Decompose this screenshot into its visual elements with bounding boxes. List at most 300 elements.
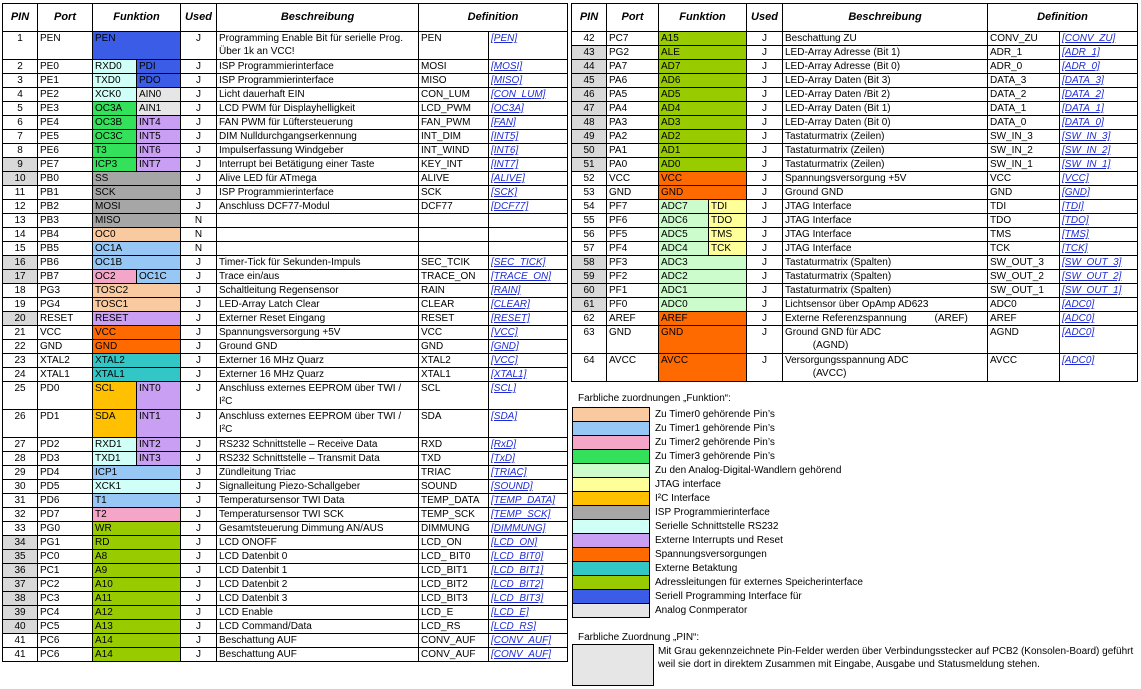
pin-number: 15 [3,242,38,256]
table-row [572,312,1138,326]
definition-name: ADC0 [988,298,1060,312]
description-cell: LED-Array Adresse (Bit 0) [783,60,988,74]
used-flag: J [181,200,217,214]
table-row [3,284,568,298]
legend-label: JTAG interface [655,478,721,490]
definition-link[interactable]: [DATA_0] [1060,116,1138,130]
legend-label: Adressleitungen für externes Speicherinterface [655,576,863,588]
legend-label: Zu Timer0 gehörende Pin’s [655,408,775,420]
port-cell: PA0 [607,158,659,172]
definition-name: TDO [988,214,1060,228]
legend-label: Serielle Schnittstelle RS232 [655,520,779,532]
definition-link[interactable]: [XTAL1] [489,368,568,382]
funktion-primary: OC0 [93,228,181,242]
definition-name: SCL [419,382,489,410]
used-flag: J [181,452,217,466]
funktion-primary: TOSC1 [93,298,181,312]
funktion-primary: A14 [93,648,181,662]
table-row [3,564,568,578]
pin-number: 44 [572,60,607,74]
used-flag: J [747,172,783,186]
table-row [572,116,1138,130]
port-cell: PD0 [38,382,93,410]
funktion-secondary: AIN0 [137,88,181,102]
definition-link[interactable]: [SW_OUT_1] [1060,284,1138,298]
table-row [3,130,568,144]
port-cell: PB7 [38,270,93,284]
definition-link[interactable]: [TMS] [1060,228,1138,242]
legend-item [573,478,866,492]
used-flag: J [747,200,783,214]
used-flag: J [181,494,217,508]
legend-swatch [573,506,650,520]
definition-link[interactable]: [SW_OUT_2] [1060,270,1138,284]
pin-number: 58 [572,256,607,270]
funktion-primary: GND [93,340,181,354]
table-row [3,326,568,340]
used-flag: J [747,312,783,326]
port-cell: XTAL2 [38,354,93,368]
description-cell: Gesamtsteuerung Dimmung AN/AUS [217,522,419,536]
legend-item [573,492,866,506]
pin-number: 47 [572,102,607,116]
definition-link[interactable]: [TEMP_DATA] [489,494,568,508]
definition-name: SCK [419,186,489,200]
pin-number: 5 [3,102,38,116]
definition-link[interactable]: [LCD_BIT3] [489,592,568,606]
definition-link[interactable]: [VCC] [489,354,568,368]
definition-link[interactable]: [ADC0] [1060,354,1138,382]
port-cell: PEN [38,32,93,60]
funktion-primary: ADC0 [659,298,747,312]
description-cell: Tastaturmatrix (Zeilen) [783,144,988,158]
funktion-secondary: INT1 [137,410,181,438]
used-flag: J [181,74,217,88]
definition-name: RESET [419,312,489,326]
funktion-secondary: INT7 [137,158,181,172]
definition-link[interactable]: [FAN] [489,116,568,130]
definition-name: VCC [419,326,489,340]
definition-link[interactable]: [CONV_ZU] [1060,32,1138,46]
definition-link[interactable]: [SW_IN_3] [1060,130,1138,144]
pin-number: 56 [572,228,607,242]
table-row [3,410,568,438]
definition-name: RAIN [419,284,489,298]
definition-link[interactable]: [LCD_BIT2] [489,578,568,592]
description-cell: LED-Array Daten /Bit 2) [783,88,988,102]
legend-item [573,548,866,562]
used-flag: J [747,256,783,270]
legend-label: Spannungsversorgungen [655,548,767,560]
definition-name: TDI [988,200,1060,214]
definition-link[interactable]: [DCF77] [489,200,568,214]
legend-swatch [573,478,650,492]
used-flag: J [181,130,217,144]
definition-link[interactable]: [OC3A] [489,102,568,116]
definition-link[interactable]: [ADR_1] [1060,46,1138,60]
definition-link[interactable] [489,214,568,228]
funktion-primary: SS [93,172,181,186]
port-cell: AREF [607,312,659,326]
legend-swatch [573,590,650,604]
legend-item [573,436,866,450]
definition-link[interactable]: [INT7] [489,158,568,172]
port-cell: PF0 [607,298,659,312]
definition-name: SW_OUT_2 [988,270,1060,284]
port-cell: VCC [607,172,659,186]
funktion-primary: AVCC [659,354,747,382]
definition-link[interactable]: [LCD_RS] [489,620,568,634]
header-beschreibung: Beschreibung [783,4,988,32]
description-cell: RS232 Schnittstelle – Transmit Data [217,452,419,466]
description-cell: Ground GND für ADC (AGND) [783,326,988,354]
funktion-primary: T1 [93,494,181,508]
header-port: Port [38,4,93,32]
used-flag: J [747,214,783,228]
used-flag: J [181,480,217,494]
used-flag: J [747,102,783,116]
funktion-primary: AD2 [659,130,747,144]
description-cell: JTAG Interface [783,200,988,214]
port-cell: PE6 [38,144,93,158]
definition-name: DIMMUNG [419,522,489,536]
definition-link[interactable]: [GND] [489,340,568,354]
description-cell: Programming Enable Bit für serielle Prog. Über 1k an VCC! [217,32,419,60]
description-cell: Tastaturmatrix (Zeilen) [783,158,988,172]
table-row [572,256,1138,270]
pin-number: 2 [3,60,38,74]
funktion-secondary: INT6 [137,144,181,158]
funktion-primary: AD1 [659,144,747,158]
definition-link[interactable]: [SEC_TICK] [489,256,568,270]
definition-link[interactable]: [DATA_1] [1060,102,1138,116]
definition-name [419,214,489,228]
port-cell: PG2 [607,46,659,60]
description-cell: Anschluss externes EEPROM über TWI / I²C [217,382,419,410]
pin-number: 40 [3,620,38,634]
funktion-secondary: PDO [137,74,181,88]
definition-name: SW_OUT_1 [988,284,1060,298]
used-flag: J [747,32,783,46]
definition-link[interactable]: [GND] [1060,186,1138,200]
table-row [3,228,568,242]
definition-link[interactable]: [SW_OUT_3] [1060,256,1138,270]
used-flag: J [181,60,217,74]
definition-name: AVCC [988,354,1060,382]
port-cell: PA7 [607,60,659,74]
funktion-primary: MOSI [93,200,181,214]
definition-name [419,228,489,242]
table-row [3,144,568,158]
used-flag: J [181,270,217,284]
definition-link[interactable]: [CLEAR] [489,298,568,312]
legend-label: ISP Programmierinterface [655,506,770,518]
legend-swatch [573,520,650,534]
definition-link[interactable]: [SCK] [489,186,568,200]
pin-number: 54 [572,200,607,214]
header-definition: Definition [988,4,1138,32]
used-flag: J [181,298,217,312]
definition-link[interactable]: [DATA_2] [1060,88,1138,102]
definition-link[interactable] [489,228,568,242]
description-cell: Temperatursensor TWI SCK [217,508,419,522]
table-row [3,158,568,172]
definition-name: LCD_BIT2 [419,578,489,592]
definition-link[interactable]: [RxD] [489,438,568,452]
used-flag: J [181,326,217,340]
definition-name: CONV_AUF [419,634,489,648]
definition-link[interactable]: [MISO] [489,74,568,88]
port-cell: PE2 [38,88,93,102]
port-cell: PB4 [38,228,93,242]
description-cell: Licht dauerhaft EIN [217,88,419,102]
description-cell [217,228,419,242]
pin-number: 22 [3,340,38,354]
funktion-primary: GND [659,186,747,200]
description-cell: Interrupt bei Betätigung einer Taste [217,158,419,172]
definition-link[interactable]: [SW_IN_1] [1060,158,1138,172]
definition-link[interactable]: [SDA] [489,410,568,438]
definition-link[interactable]: [LCD_ON] [489,536,568,550]
definition-link[interactable]: [CONV_AUF] [489,648,568,662]
table-row [572,200,1138,214]
legend-item [573,604,866,618]
definition-name: DATA_1 [988,102,1060,116]
table-row [3,298,568,312]
definition-name: MOSI [419,60,489,74]
table-row [572,130,1138,144]
used-flag: J [181,536,217,550]
definition-link[interactable]: [TDI] [1060,200,1138,214]
description-cell: LED-Array Daten (Bit 0) [783,116,988,130]
funktion-primary: SCK [93,186,181,200]
description-cell: Alive LED für ATmega [217,172,419,186]
port-cell: PC1 [38,564,93,578]
pin-number: 60 [572,284,607,298]
port-cell: RESET [38,312,93,326]
definition-link[interactable]: [ADC0] [1060,312,1138,326]
description-cell: Tastaturmatrix (Spalten) [783,270,988,284]
funktion-secondary: TCK [709,242,747,256]
definition-link[interactable]: [LCD_BIT1] [489,564,568,578]
port-cell: PD3 [38,452,93,466]
funktion-primary: ICP1 [93,466,181,480]
pin-number: 23 [3,354,38,368]
description-cell: LCD Datenbit 2 [217,578,419,592]
used-flag: J [747,242,783,256]
definition-link[interactable]: [INT6] [489,144,568,158]
port-cell: PA3 [607,116,659,130]
description-cell: Externe Referenzspannung (AREF) [783,312,988,326]
description-cell: Beschattung AUF [217,648,419,662]
definition-link[interactable]: [TRACE_ON] [489,270,568,284]
description-cell: Schaltleitung Regensensor [217,284,419,298]
definition-name: XTAL1 [419,368,489,382]
description-cell: JTAG Interface [783,242,988,256]
used-flag: J [181,158,217,172]
pin-number: 48 [572,116,607,130]
description-cell: Trace ein/aus [217,270,419,284]
description-cell: FAN PWM für Lüftersteuerung [217,116,419,130]
definition-link[interactable]: [CON_LUM] [489,88,568,102]
definition-link[interactable]: [TEMP_SCK] [489,508,568,522]
used-flag: J [181,382,217,410]
definition-name: DATA_0 [988,116,1060,130]
used-flag: J [747,270,783,284]
port-cell: XTAL1 [38,368,93,382]
port-cell: PG1 [38,536,93,550]
pin-number: 30 [3,480,38,494]
definition-link[interactable]: [ADC0] [1060,326,1138,354]
legend-label: Seriell Programming Interface für [655,590,802,602]
funktion-primary: XCK1 [93,480,181,494]
table-row [572,186,1138,200]
definition-link[interactable] [489,242,568,256]
description-cell: LCD Command/Data [217,620,419,634]
definition-link[interactable]: [RAIN] [489,284,568,298]
funktion-primary: ADC7 [659,200,709,214]
pin-number: 62 [572,312,607,326]
pin-number: 16 [3,256,38,270]
funktion-primary: ICP3 [93,158,137,172]
table-row [3,256,568,270]
port-cell: GND [38,340,93,354]
table-row [572,144,1138,158]
definition-name: TXD [419,452,489,466]
definition-link[interactable]: [PEN] [489,32,568,60]
definition-link[interactable]: [TDO] [1060,214,1138,228]
description-cell: JTAG Interface [783,228,988,242]
header-pin: PIN [3,4,38,32]
definition-name: INT_DIM [419,130,489,144]
table-row [572,354,1138,382]
port-cell: PE4 [38,116,93,130]
used-flag: J [181,368,217,382]
funktion-primary: XTAL2 [93,354,181,368]
used-flag: J [181,186,217,200]
legend-swatch [573,464,650,478]
used-flag: J [747,88,783,102]
definition-link[interactable]: [SW_IN_2] [1060,144,1138,158]
table-row [3,620,568,634]
used-flag: J [181,354,217,368]
definition-name: DCF77 [419,200,489,214]
used-flag: J [747,60,783,74]
definition-link[interactable]: [CONV_AUF] [489,634,568,648]
definition-name: TCK [988,242,1060,256]
description-cell: Impulserfassung Windgeber [217,144,419,158]
table-row [572,214,1138,228]
used-flag: J [181,172,217,186]
definition-link[interactable]: [DIMMUNG] [489,522,568,536]
funktion-primary: OC1B [93,256,181,270]
definition-link[interactable]: [LCD_BIT0] [489,550,568,564]
definition-link[interactable]: [SCL] [489,382,568,410]
used-flag: J [181,606,217,620]
definition-link[interactable]: [SOUND] [489,480,568,494]
pin-number: 38 [3,592,38,606]
definition-link[interactable]: [TxD] [489,452,568,466]
description-cell: Beschattung AUF [217,634,419,648]
definition-link[interactable]: [TRIAC] [489,466,568,480]
definition-name: LCD_E [419,606,489,620]
pin-number: 8 [3,144,38,158]
port-cell: PD5 [38,480,93,494]
pin-number: 31 [3,494,38,508]
pin-number: 7 [3,130,38,144]
pin-number: 64 [572,354,607,382]
used-flag: J [181,578,217,592]
description-cell: Spannungsversorgung +5V [783,172,988,186]
port-cell: AVCC [607,354,659,382]
definition-link[interactable]: [RESET] [489,312,568,326]
table-row [3,452,568,466]
table-row [572,270,1138,284]
legend-label: Zu Timer2 gehörende Pin’s [655,436,775,448]
definition-name: LCD_BIT3 [419,592,489,606]
description-cell: Tastaturmatrix (Zeilen) [783,130,988,144]
definition-link[interactable]: [ALIVE] [489,172,568,186]
pin-number: 32 [3,508,38,522]
definition-link[interactable]: [INT5] [489,130,568,144]
used-flag: J [181,522,217,536]
definition-link[interactable]: [TCK] [1060,242,1138,256]
description-cell: Spannungsversorgung +5V [217,326,419,340]
pin-number: 12 [3,200,38,214]
pin-number: 41 [3,634,38,648]
port-cell: PE3 [38,102,93,116]
definition-link[interactable]: [ADC0] [1060,298,1138,312]
port-cell: PB5 [38,242,93,256]
pin-number: 14 [3,228,38,242]
pin-number: 45 [572,74,607,88]
funktion-primary: ADC6 [659,214,709,228]
used-flag: J [747,228,783,242]
definition-link[interactable]: [VCC] [489,326,568,340]
pin-number: 41 [3,648,38,662]
port-cell: VCC [38,326,93,340]
used-flag: J [181,312,217,326]
pin-number: 46 [572,88,607,102]
legend-label: Zu Timer1 gehörende Pin’s [655,422,775,434]
used-flag: J [181,634,217,648]
definition-name: SW_OUT_3 [988,256,1060,270]
pin-number: 55 [572,214,607,228]
definition-name: ADR_1 [988,46,1060,60]
legend-item [573,534,866,548]
definition-name: INT_WIND [419,144,489,158]
port-cell: PF2 [607,270,659,284]
table-row [3,382,568,410]
definition-link[interactable]: [MOSI] [489,60,568,74]
used-flag: J [181,550,217,564]
port-cell: PF3 [607,256,659,270]
table-row [3,550,568,564]
definition-link[interactable]: [VCC] [1060,172,1138,186]
table-row [3,74,568,88]
port-cell: PA4 [607,102,659,116]
table-row [3,466,568,480]
used-flag: N [181,228,217,242]
definition-link[interactable]: [DATA_3] [1060,74,1138,88]
description-cell: Zündleitung Triac [217,466,419,480]
funktion-secondary: AIN1 [137,102,181,116]
definition-link[interactable]: [ADR_0] [1060,60,1138,74]
funktion-primary: OC3A [93,102,137,116]
pin-number: 51 [572,158,607,172]
used-flag: J [747,116,783,130]
definition-link[interactable]: [LCD_E] [489,606,568,620]
